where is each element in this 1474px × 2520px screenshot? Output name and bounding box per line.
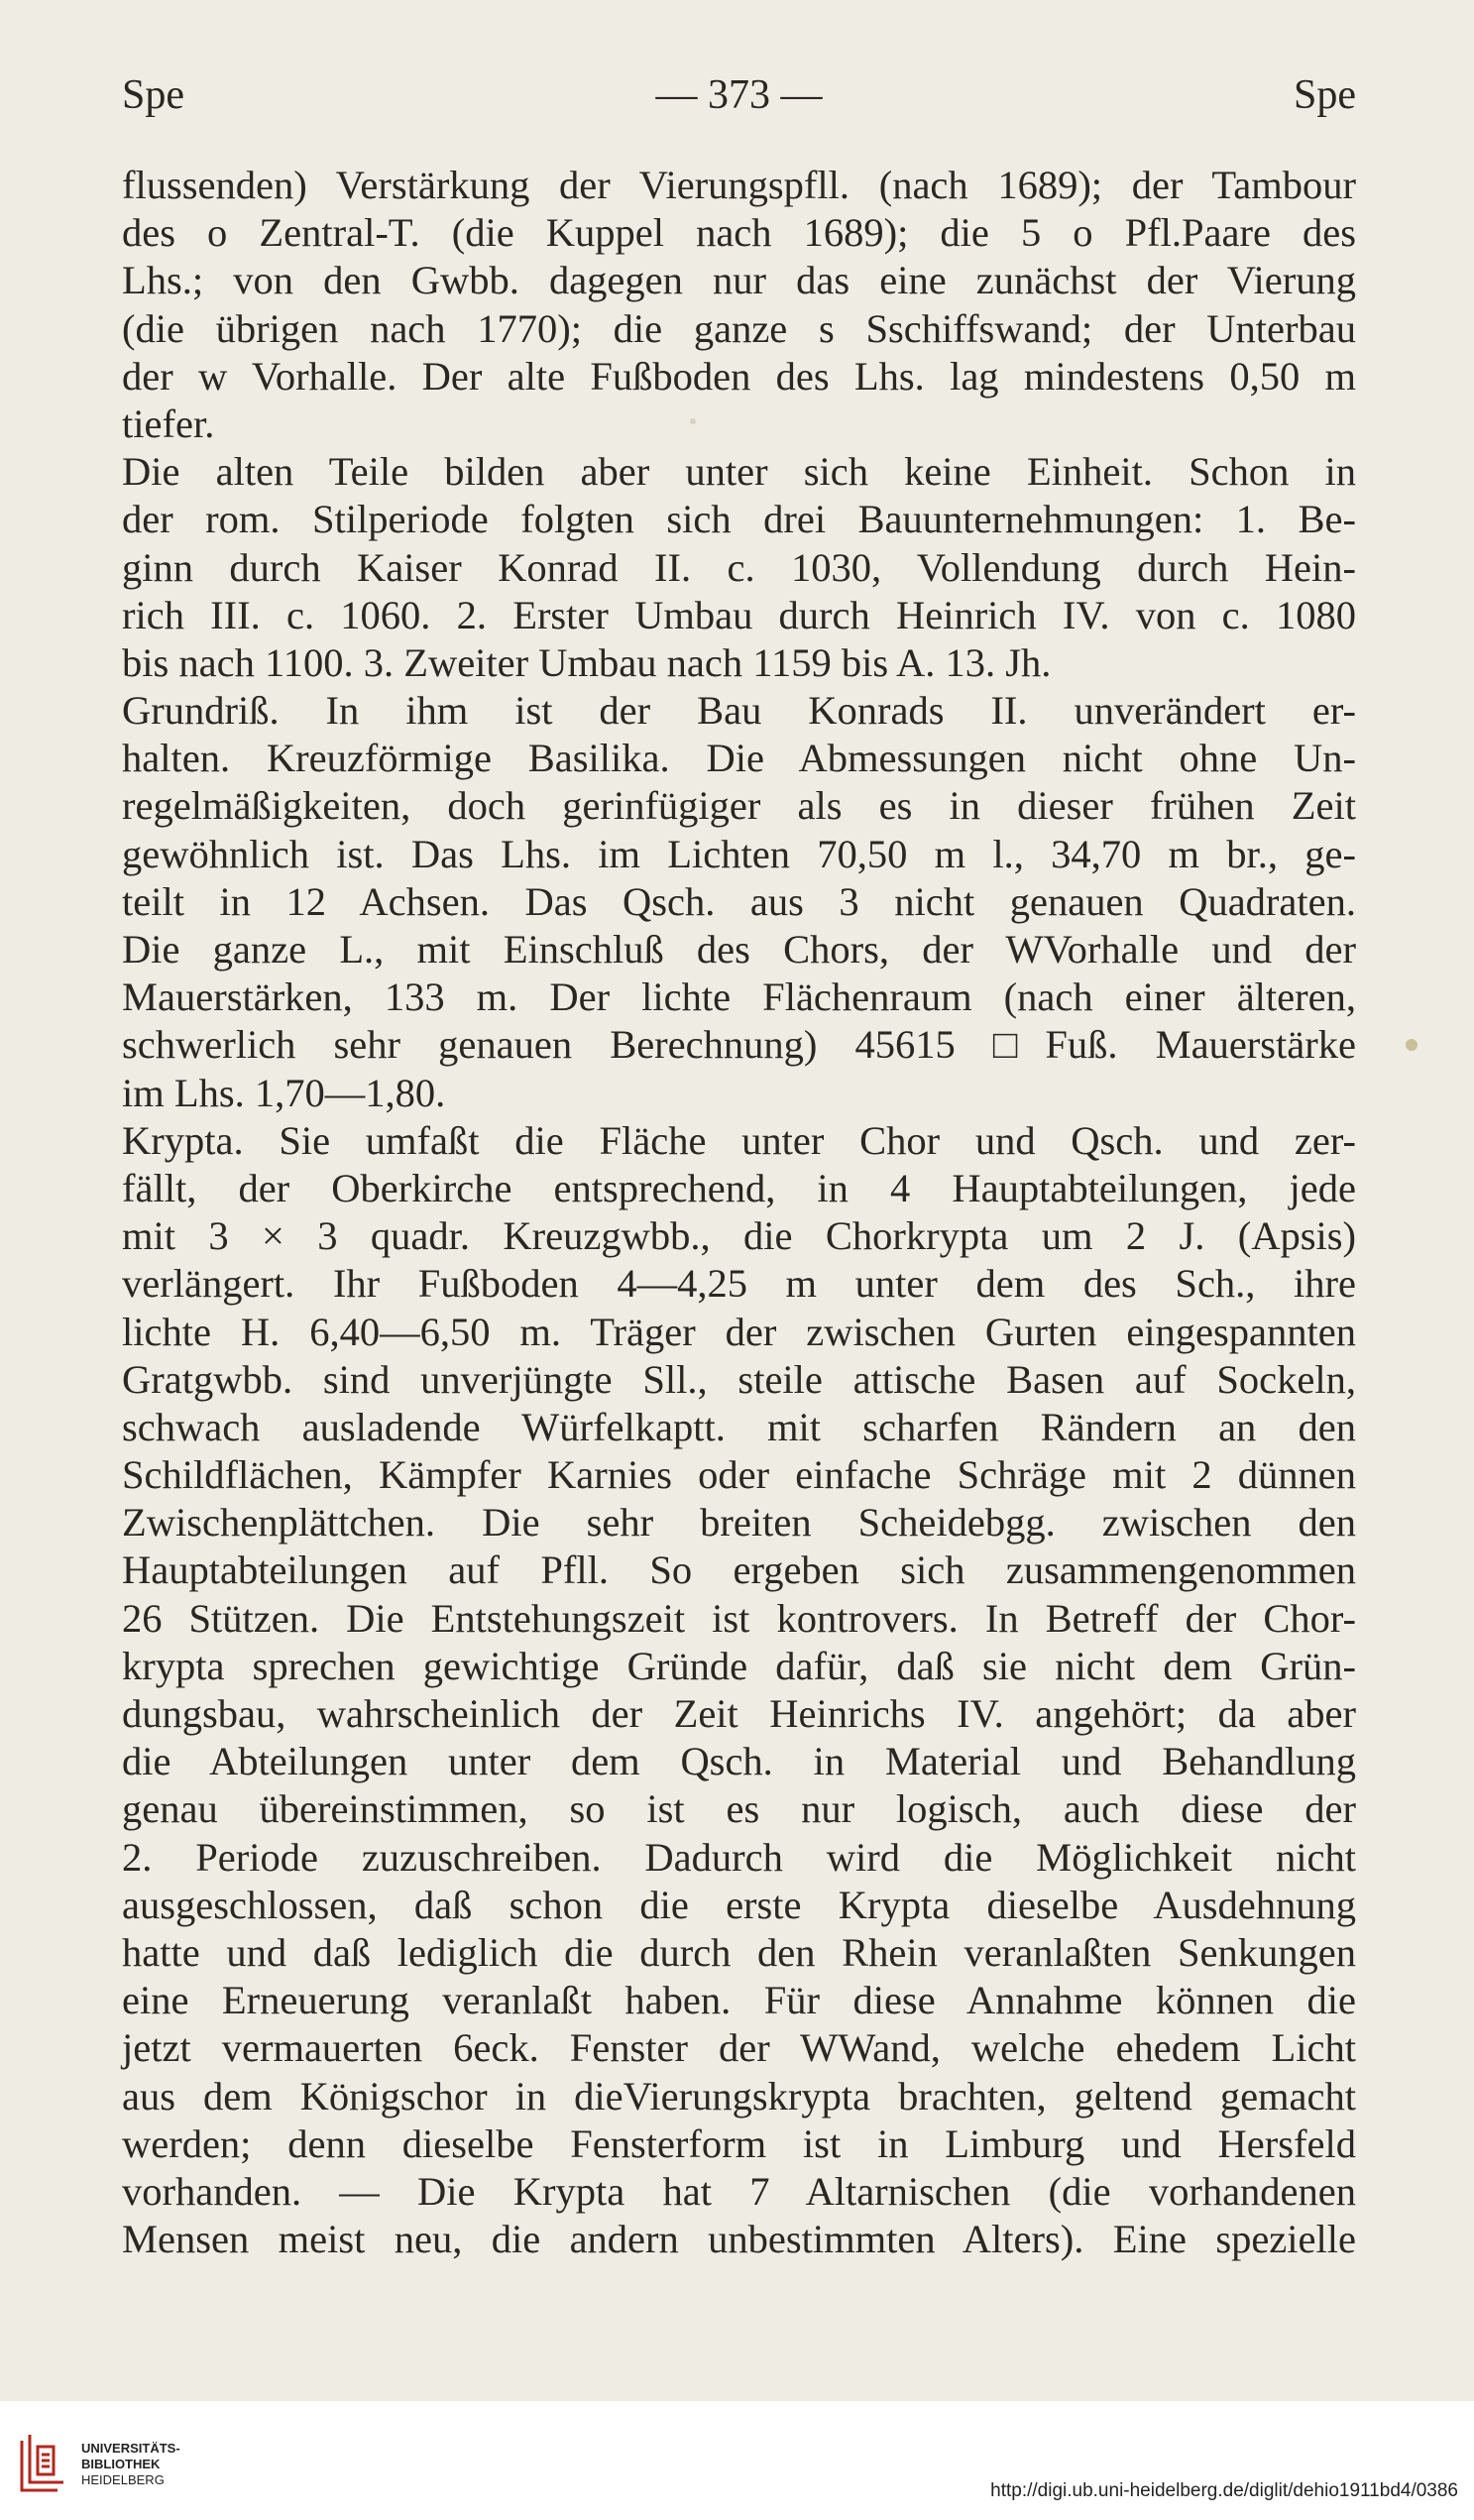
- text-line: jetzt vermauerten 6eck. Fenster der WWand, welche ehedem Licht: [122, 2025, 1356, 2071]
- text-line: mit 3 × 3 quadr. Kreuzgwbb., die Chorkrypta um 2 J. (Apsis): [122, 1213, 1356, 1259]
- text-line: Gratgwbb. sind unverjüngte Sll., steile attische Basen auf Sockeln,: [122, 1356, 1356, 1402]
- text-line: Die alten Teile bilden aber unter sich keine Einheit. Schon in: [122, 449, 1356, 495]
- text-line: genau übereinstimmen, so ist es nur logisch, auch diese der: [122, 1786, 1356, 1832]
- text-line: des o Zentral-T. (die Kuppel nach 1689); die 5 o Pfl.Paare des: [122, 210, 1356, 256]
- text-line: Schildflächen, Kämpfer Karnies oder einfache Schräge mit 2 dünnen: [122, 1452, 1356, 1498]
- text-line: tiefer.: [122, 401, 215, 446]
- text-line: dungsbau, wahrscheinlich der Zeit Heinrichs IV. angehört; da aber: [122, 1691, 1356, 1736]
- text-line: der rom. Stilperiode folgten sich drei Bauunternehmungen: 1. Be-: [122, 497, 1356, 542]
- text-line: vorhanden. — Die Krypta hat 7 Altarnischen (die vorhandenen: [122, 2168, 1356, 2214]
- text-line: regelmäßigkeiten, doch gerinfügiger als es in dieser frühen Zeit: [122, 783, 1356, 829]
- text-line: eine Erneuerung veranlaßt haben. Für diese Annahme können die: [122, 1978, 1356, 2023]
- text-line: schwerlich sehr genauen Berechnung) 45615 □Fuß. Mauerstärke: [122, 1022, 1356, 1068]
- paper-stain: [1406, 1039, 1417, 1051]
- text-line: Mauerstärken, 133 m. Der lichte Flächenraum (nach einer älteren,: [122, 974, 1356, 1020]
- text-line: im Lhs. 1,70—1,80.: [122, 1070, 446, 1115]
- source-url-link[interactable]: http://digi.ub.uni-heidelberg.de/diglit/dehio1911bd4/0386: [990, 2480, 1458, 2501]
- text-line: flussenden) Verstärkung der Vierungspfll. (nach 1689); der Tambour: [122, 163, 1356, 207]
- text-line: die Abteilungen unter dem Qsch. in Material und Behandlung: [122, 1739, 1356, 1784]
- text-line: Krypta. Sie umfaßt die Fläche unter Chor und Qsch. und zer-: [122, 1117, 1356, 1163]
- text-line: der w Vorhalle. Der alte Fußboden des Lhs. lag mindestens 0,50 m: [122, 353, 1356, 399]
- text-line: Grundriß. In ihm ist der Bau Konrads II. unverändert er-: [122, 688, 1356, 734]
- text-line: halten. Kreuzförmige Basilika. Die Abmessungen nicht ohne Un-: [122, 736, 1356, 781]
- text-line: schwach ausladende Würfelkaptt. mit scharfen Rändern an den: [122, 1404, 1356, 1449]
- library-name-line: UNIVERSITÄTS-: [81, 2441, 180, 2456]
- header-left: Spe: [122, 72, 184, 118]
- text-line: Lhs.; von den Gwbb. dagegen nur das eine zunächst der Vierung: [122, 258, 1356, 303]
- text-line: Zwischenplättchen. Die sehr breiten Scheidebgg. zwischen den: [122, 1500, 1356, 1546]
- text-line: werden; denn dieselbe Fensterform ist in Limburg und Hersfeld: [122, 2120, 1356, 2166]
- text-line: gewöhnlich ist. Das Lhs. im Lichten 70,50 m l., 34,70 m br., ge-: [122, 831, 1356, 876]
- text-line: 2. Periode zuzuschreiben. Dadurch wird die Möglichkeit nicht: [122, 1834, 1356, 1880]
- text-line: ginn durch Kaiser Konrad II. c. 1030, Vollendung durch Hein-: [122, 544, 1356, 590]
- library-name-line: BIBLIOTHEK: [81, 2457, 161, 2471]
- text-line: Hauptabteilungen auf Pfll. So ergeben sich zusammengenommen: [122, 1547, 1356, 1593]
- text-line: ausgeschlossen, daß schon die erste Krypta dieselbe Ausdehnung: [122, 1882, 1356, 1927]
- header-right: Spe: [1294, 72, 1356, 118]
- text-line: krypta sprechen gewichtige Gründe dafür, daß sie nicht dem Grün-: [122, 1643, 1356, 1688]
- body-text: [122, 162, 1356, 2263]
- text-line: bis nach 1100. 3. Zweiter Umbau nach 1159 bis A. 13. Jh.: [122, 639, 1052, 685]
- text-line: aus dem Königschor in dieVierungskrypta brachten, geltend gemacht: [122, 2073, 1356, 2119]
- text-line: verlängert. Ihr Fußboden 4—4,25 m unter dem des Sch., ihre: [122, 1261, 1356, 1307]
- text-line: hatte und daß lediglich die durch den Rhein veranlaßten Senkungen: [122, 1929, 1356, 1975]
- running-header: [122, 71, 1356, 131]
- library-logo-icon: [14, 2429, 69, 2498]
- text-line: teilt in 12 Achsen. Das Qsch. aus 3 nicht genauen Quadraten.: [122, 878, 1356, 924]
- text-line: lichte H. 6,40—6,50 m. Träger der zwischen Gurten eingespannten: [122, 1309, 1356, 1354]
- text-line: fällt, der Oberkirche entsprechend, in 4 Hauptabteilungen, jede: [122, 1165, 1356, 1210]
- page-number: — 373 —: [655, 72, 823, 118]
- text-line: Mensen meist neu, die andern unbestimmten Alters). Eine spezielle: [122, 2217, 1356, 2262]
- library-name-line: HEIDELBERG: [81, 2472, 165, 2487]
- text-line: (die übrigen nach 1770); die ganze s Sschiffswand; der Unterbau: [122, 305, 1356, 351]
- library-name: [81, 2441, 180, 2488]
- text-line: rich III. c. 1060. 2. Erster Umbau durch Heinrich IV. von c. 1080: [122, 592, 1356, 637]
- text-line: Die ganze L., mit Einschluß des Chors, der WVorhalle und der: [122, 927, 1356, 972]
- text-line: 26 Stützen. Die Entstehungszeit ist kontrovers. In Betreff der Chor-: [122, 1595, 1356, 1641]
- footer-bar: [0, 2401, 1474, 2520]
